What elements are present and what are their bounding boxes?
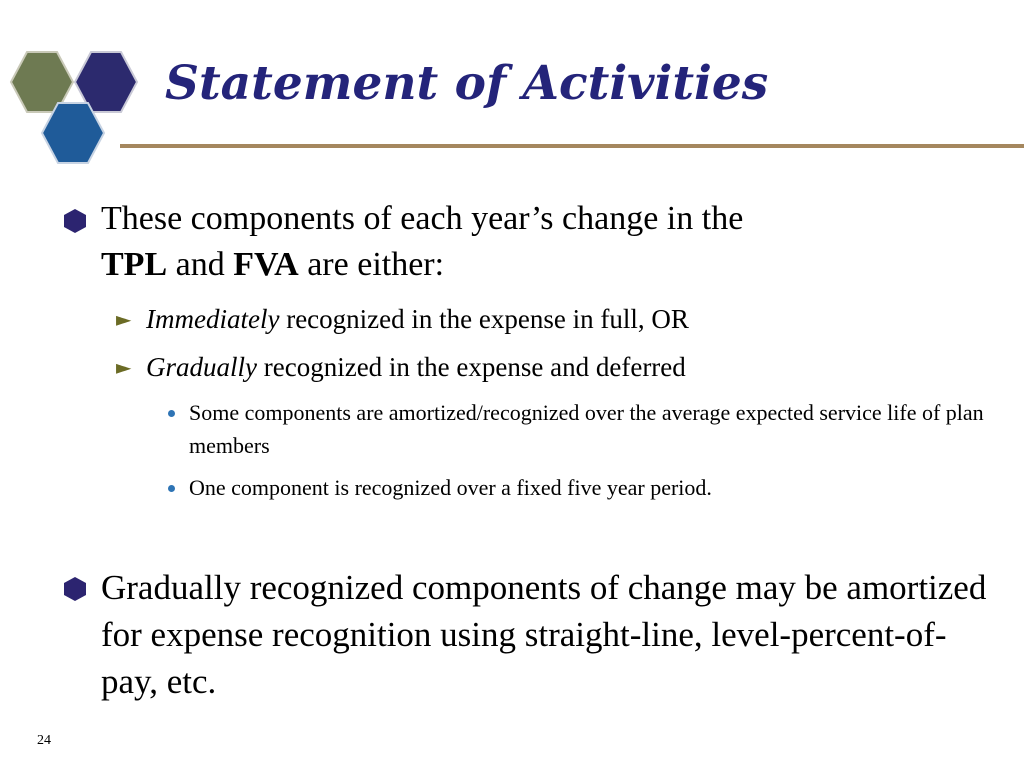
sub-bullet-gradually xyxy=(116,350,996,384)
bullet-text: Gradually recognized components of change may be amortized for expense recognition using straight-line, level-percent-of-pay, etc. xyxy=(101,568,987,701)
sub-bullet-rest: recognized in the expense in full, OR xyxy=(279,304,689,334)
sub-bullet-rest: recognized in the expense and deferred xyxy=(257,352,686,382)
arrow-bullet-icon: ► xyxy=(116,355,132,379)
detail-bullet-text: Some components are amortized/recognized over the average expected service life of plan members xyxy=(189,400,984,458)
sub-bullet-text xyxy=(146,350,996,384)
hexagon-bullet-icon xyxy=(62,576,88,602)
tpl-term: TPL xyxy=(101,246,168,283)
dot-bullet-icon xyxy=(168,485,175,492)
slide-title: Statement of Activities xyxy=(165,56,769,111)
bullet-components xyxy=(62,196,992,288)
dot-bullet-icon xyxy=(168,410,175,417)
bullet-text-part: are either: xyxy=(298,246,445,283)
bullet-text-part: and xyxy=(167,246,234,283)
bullet-amortization-methods xyxy=(62,564,992,705)
emphasis-term: Gradually xyxy=(146,352,257,382)
arrow-bullet-icon: ► xyxy=(116,307,132,331)
fva-term: FVA xyxy=(233,246,299,283)
page-number: 24 xyxy=(37,733,51,748)
detail-bullet-amortized xyxy=(165,396,985,462)
sub-bullet-text xyxy=(146,302,996,336)
bullet-text-part: These components of each year’s change in the xyxy=(101,200,744,237)
bullet-text xyxy=(101,196,992,288)
sub-bullet-immediately xyxy=(116,302,996,336)
hexagon-bullet-icon xyxy=(62,208,88,234)
emphasis-term: Immediately xyxy=(146,304,280,334)
detail-bullet-text: One component is recognized over a fixed five year period. xyxy=(189,475,712,500)
detail-bullet-five-year xyxy=(165,471,985,504)
